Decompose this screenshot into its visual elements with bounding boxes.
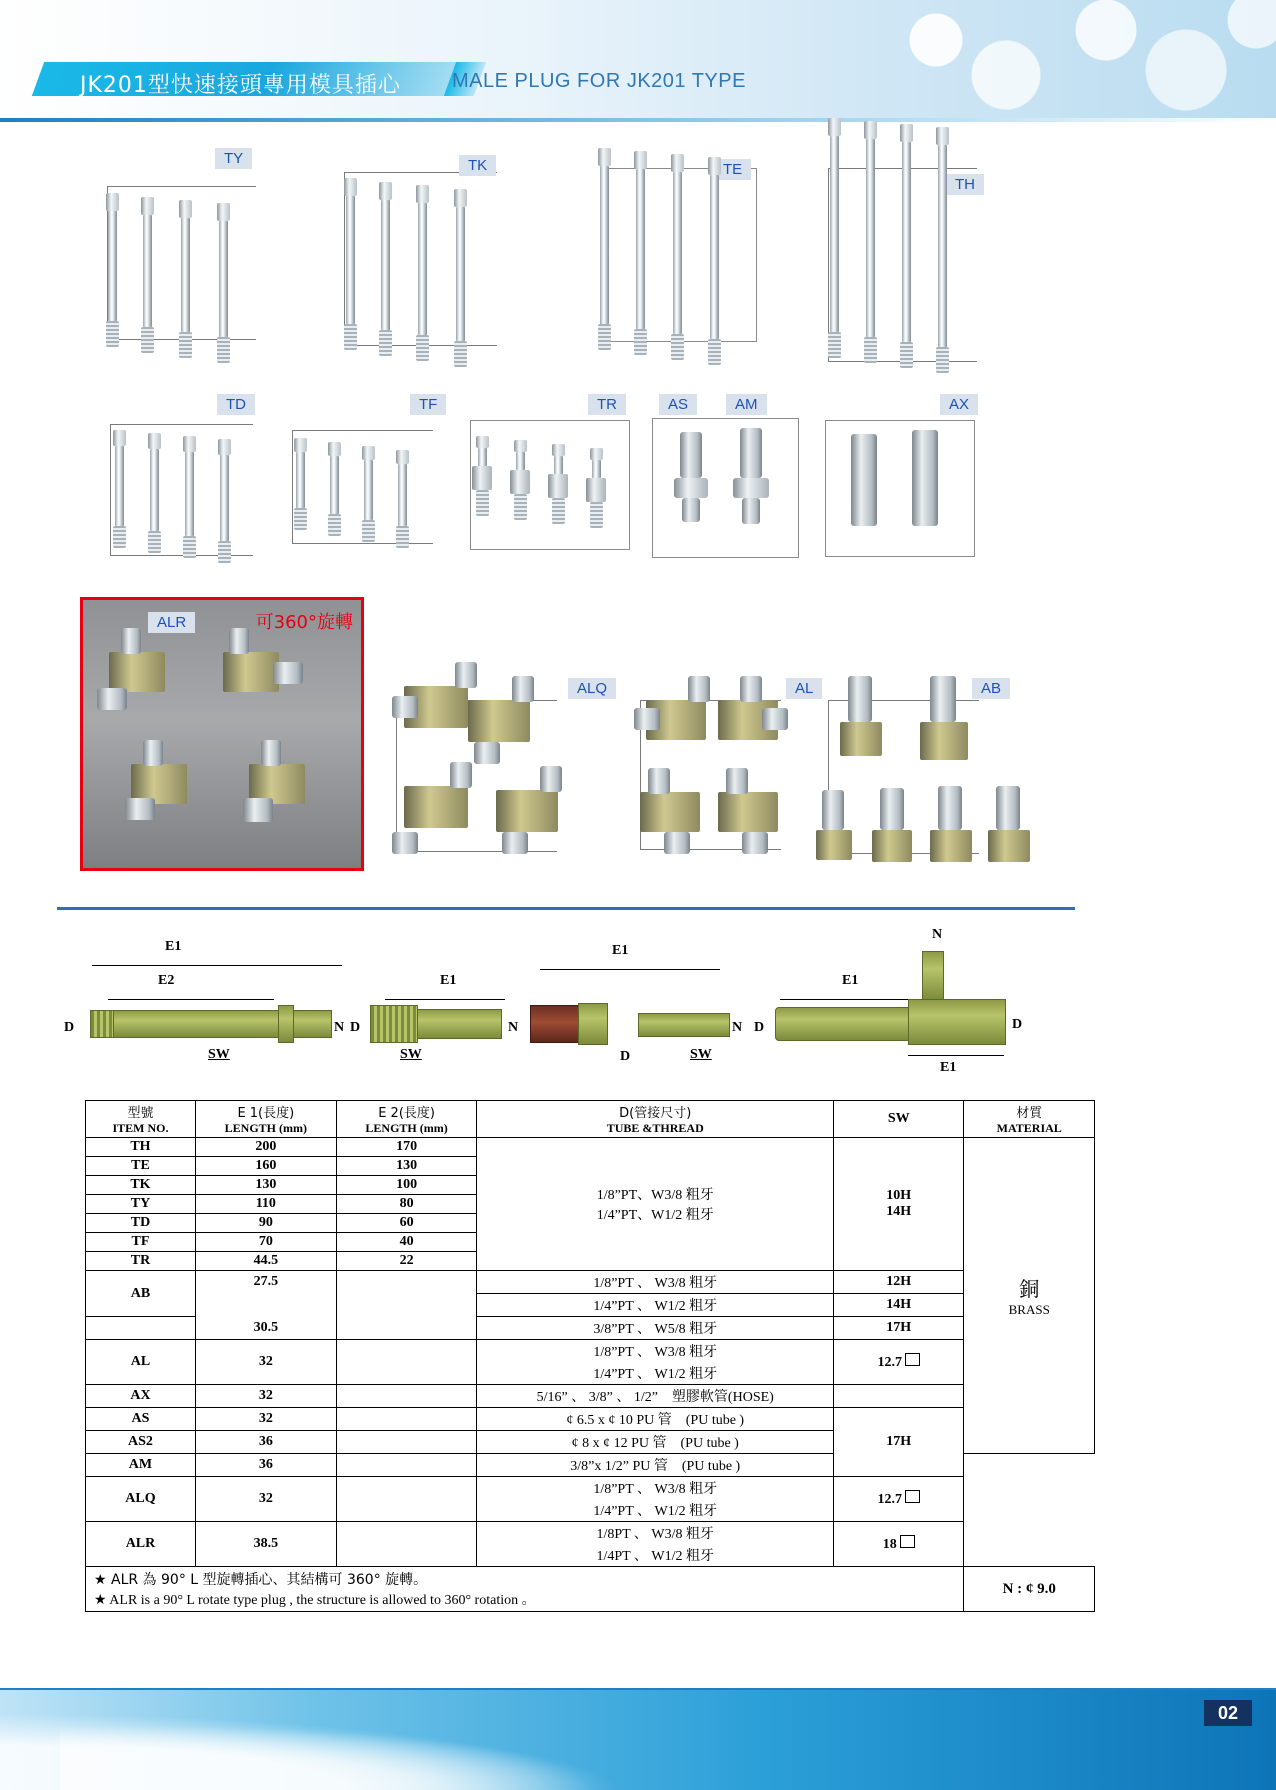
- part-alq-1-thread: [392, 696, 418, 718]
- note-cell: [86, 1567, 964, 1612]
- part-alr-3-nipple: [143, 740, 163, 766]
- dim2-n-label: N: [508, 1020, 519, 1035]
- cell-alq-sw: 12.7: [834, 1477, 964, 1522]
- part-as-tail: [682, 498, 700, 522]
- n-note-cell: N : ¢ 9.0: [964, 1567, 1095, 1612]
- note-cn: ★ ALR 為 90° L 型旋轉插心、其結構可 360° 旋轉。: [94, 1572, 428, 1588]
- cell-am-e2: [336, 1454, 477, 1477]
- tag-ab: AB: [972, 678, 1010, 699]
- part-ab-3-thread: [816, 830, 852, 860]
- tag-te: TE: [714, 159, 751, 180]
- dim3-hex: [578, 1003, 608, 1045]
- bubble-decoration: [856, 0, 1276, 120]
- header-e1: E 1(長度) LENGTH (mm): [195, 1101, 336, 1138]
- tag-ty: TY: [215, 148, 252, 169]
- footer-swoosh-2: [60, 1720, 660, 1790]
- dim3-d2-label: D: [754, 1020, 765, 1035]
- part-am-hex: [733, 478, 769, 498]
- part-ab-2-thread: [920, 722, 968, 760]
- part-am-tail: [742, 498, 760, 524]
- rotate-note: 可360°旋轉: [255, 612, 353, 633]
- table-row-as2: AS2 36 ¢ 8 x ¢ 12 PU 管 (PU tube ): [86, 1431, 1095, 1454]
- tag-alq: ALQ: [568, 678, 616, 699]
- page-footer: [0, 1690, 1276, 1790]
- dim3-d-label: D: [620, 1049, 631, 1064]
- header-material: 材質 MATERIAL: [964, 1101, 1095, 1138]
- part-as-hex: [674, 478, 708, 498]
- table-row-ty: TY 110 80: [86, 1195, 1095, 1214]
- part-alq-2-thread: [474, 742, 500, 764]
- table-row-th: TH 200 170 1/8”PT、W3/8 粗牙 1/4”PT、W1/2 粗牙 10H 14H 銅 BRASS: [86, 1138, 1095, 1157]
- part-alr-2-thread: [273, 662, 303, 684]
- part-al-3: [640, 792, 700, 832]
- tag-al: AL: [786, 678, 822, 699]
- dim5-e1-label: E1: [940, 1060, 957, 1075]
- cell-alq-e2: [336, 1477, 477, 1522]
- dim1-thread: [90, 1010, 114, 1038]
- tag-td: TD: [217, 394, 255, 415]
- dim1-d-label: D: [64, 1020, 75, 1035]
- part-alr-4-thread: [243, 798, 273, 822]
- header-divider: [0, 118, 1276, 122]
- page-title-cn: JK201型快速接頭專用模具插心: [80, 73, 401, 98]
- dim2-thread: [370, 1005, 418, 1043]
- part-ab-1-thread: [840, 722, 882, 756]
- ax-frame: [825, 420, 975, 557]
- part-alr-1-thread: [97, 688, 127, 710]
- part-al-4: [718, 792, 778, 832]
- table-row-am: AM 36 3/8”x 1/2” PU 管 (PU tube ): [86, 1454, 1095, 1477]
- dim1-hex: [278, 1005, 294, 1043]
- table-row-ab-2: 1/4”PT 、 W1/2 粗牙 14H: [86, 1294, 1095, 1317]
- part-al-3-thread: [664, 832, 690, 854]
- dimension-drawings: [60, 925, 1100, 1085]
- cell-ab-e2: [336, 1271, 477, 1340]
- table-row-ab-3: 30.5 3/8”PT 、 W5/8 粗牙 17H: [86, 1317, 1095, 1340]
- part-alr-4-nipple: [261, 740, 281, 766]
- cell-alr-sw: 18: [834, 1522, 964, 1567]
- part-alq-3: [404, 786, 468, 828]
- dim1-e2-label: E2: [158, 973, 175, 988]
- part-alr-1-nipple: [121, 628, 141, 654]
- part-ab-5-thread: [930, 830, 972, 862]
- spec-table: [85, 1100, 1095, 1612]
- table-row-tr: TR 44.5 22: [86, 1252, 1095, 1271]
- table-note-row: [86, 1567, 1095, 1612]
- note-en: ★ ALR is a 90° L rotate type plug , the structure is allowed to 360° rotation 。: [94, 1593, 536, 1608]
- dim1-sw-label: SW: [208, 1047, 230, 1062]
- dim5-body: [908, 999, 1006, 1045]
- table-row-te: TE 160 130: [86, 1157, 1095, 1176]
- alr-photo-box: [80, 597, 364, 871]
- part-alq-3-nipple: [450, 762, 472, 788]
- part-al-2-nipple: [740, 676, 762, 702]
- table-row-tk: TK 130 100: [86, 1176, 1095, 1195]
- dim5-e1-line: [908, 1055, 1004, 1056]
- header-sw: SW: [834, 1101, 964, 1138]
- part-as: [680, 432, 702, 478]
- tag-tr: TR: [588, 394, 626, 415]
- cell-as2-e2: [336, 1431, 477, 1454]
- part-ax-2: [912, 430, 938, 526]
- dim1-body: [90, 1010, 332, 1038]
- part-alr-3-thread: [125, 798, 155, 820]
- table-row-td: TD 90 60: [86, 1214, 1095, 1233]
- part-ab-6: [996, 786, 1020, 830]
- part-alq-4-thread: [502, 832, 528, 854]
- part-al-4-thread: [742, 832, 768, 854]
- cell-ab-item-cont: [86, 1317, 196, 1340]
- section-divider: [57, 907, 1075, 910]
- part-ab-6-thread: [988, 830, 1030, 862]
- table-row-tf: TF 70 40: [86, 1233, 1095, 1252]
- tag-tk: TK: [459, 155, 496, 176]
- dim2-sw-label: SW: [400, 1047, 422, 1062]
- table-row-ax: AX 32 5/16” 、 3/8” 、 1/2” 塑膠軟管(HOSE): [86, 1385, 1095, 1408]
- part-alq-4: [496, 790, 558, 832]
- tag-alr: ALR: [148, 612, 195, 633]
- part-tr-4-hex: [586, 478, 606, 502]
- cell-rod-sw: 10H 14H: [834, 1138, 964, 1271]
- part-tr-1-hex: [472, 466, 492, 490]
- tag-ax: AX: [940, 394, 978, 415]
- part-alq-1-nipple: [455, 662, 477, 688]
- table-row-as: AS 32 ¢ 6.5 x ¢ 10 PU 管 (PU tube ) 17H: [86, 1408, 1095, 1431]
- cell-al-sw: 12.7: [834, 1340, 964, 1385]
- part-tr-3-hex: [548, 474, 568, 498]
- tag-as: AS: [659, 394, 697, 415]
- part-alq-3-thread: [392, 832, 418, 854]
- dim1-n-label: N: [334, 1020, 345, 1035]
- header-item: 型號 ITEM NO.: [86, 1101, 196, 1138]
- cell-as-e2: [336, 1408, 477, 1431]
- cell-al-e2: [336, 1340, 477, 1385]
- part-alq-2-nipple: [512, 676, 534, 702]
- tag-th: TH: [946, 174, 984, 195]
- part-alr-1: [109, 652, 165, 692]
- part-al-2-thread: [762, 708, 788, 730]
- table-header-row: [86, 1101, 1095, 1138]
- dim3-n-label: N: [732, 1020, 743, 1035]
- page-title-en: MALE PLUG FOR JK201 TYPE: [452, 70, 746, 92]
- part-alq-4-nipple: [540, 766, 562, 792]
- dim3-body: [638, 1013, 730, 1037]
- dim4-e1-label: E1: [842, 973, 859, 988]
- header-d: D(管接尺寸) TUBE &THREAD: [477, 1101, 834, 1138]
- cell-alr-e2: [336, 1522, 477, 1567]
- page-number: 02: [1204, 1700, 1252, 1726]
- dim3-e1-line: [540, 969, 720, 970]
- part-ab-4: [880, 788, 904, 830]
- part-al-1-thread: [634, 708, 660, 730]
- table-row-al-2: 1/4”PT 、 W1/2 粗牙: [86, 1362, 1095, 1385]
- dim2-e1-label: E1: [440, 973, 457, 988]
- table-row-alr-2: 1/4PT 、 W1/2 粗牙: [86, 1544, 1095, 1567]
- dim3-sw-label: SW: [690, 1047, 712, 1062]
- dim2-d-label: D: [350, 1020, 361, 1035]
- cell-ax-e2: [336, 1385, 477, 1408]
- part-ax-1: [851, 434, 877, 526]
- cell-rod-threads: 1/8”PT、W3/8 粗牙 1/4”PT、W1/2 粗牙: [477, 1138, 834, 1271]
- table-row-alq-1: ALQ 32 1/8”PT 、 W3/8 粗牙 12.7: [86, 1477, 1095, 1500]
- dim5-n-label: N: [932, 927, 943, 942]
- td-bracket: [110, 424, 253, 556]
- part-ab-5: [938, 786, 962, 830]
- part-al-1-nipple: [688, 676, 710, 702]
- part-ab-3: [822, 790, 844, 830]
- part-tr-2-hex: [510, 470, 530, 494]
- cell-ax-sw: [834, 1385, 964, 1408]
- part-ab-2: [930, 676, 956, 722]
- dim2-e1-line: [385, 999, 505, 1000]
- part-am: [740, 428, 762, 478]
- part-alq-2: [468, 700, 530, 742]
- cell-ab-gap: [195, 1294, 336, 1317]
- table-row-ab-1: AB 27.5 1/8”PT 、 W3/8 粗牙 12H: [86, 1271, 1095, 1294]
- part-al-3-nipple: [648, 768, 670, 794]
- table-row-alr-1: ALR 38.5 1/8PT 、 W3/8 粗牙 18: [86, 1522, 1095, 1545]
- page-header: [0, 0, 1276, 120]
- dim4-body: [775, 1007, 927, 1041]
- part-al-4-nipple: [726, 768, 748, 794]
- part-alr-2-nipple: [229, 628, 249, 654]
- dim5-nipple: [922, 951, 944, 1001]
- table-row-al-1: AL 32 1/8”PT 、 W3/8 粗牙 12.7: [86, 1340, 1095, 1363]
- part-alr-2: [223, 652, 279, 692]
- cell-material: 銅 BRASS: [964, 1138, 1095, 1454]
- part-ab-1: [848, 676, 872, 722]
- dim5-d-label: D: [1012, 1017, 1023, 1032]
- part-ab-4-thread: [872, 830, 912, 862]
- dim3-e1-label: E1: [612, 943, 629, 958]
- dim1-e1-line: [92, 965, 342, 966]
- table-row-alq-2: 1/4”PT 、 W1/2 粗牙: [86, 1499, 1095, 1522]
- header-e2: E 2(長度) LENGTH (mm): [336, 1101, 477, 1138]
- tag-tf: TF: [410, 394, 446, 415]
- tag-am: AM: [726, 394, 767, 415]
- dim1-e1-label: E1: [165, 939, 182, 954]
- dim4-e1-line: [780, 999, 920, 1000]
- dim1-e2-line: [108, 999, 274, 1000]
